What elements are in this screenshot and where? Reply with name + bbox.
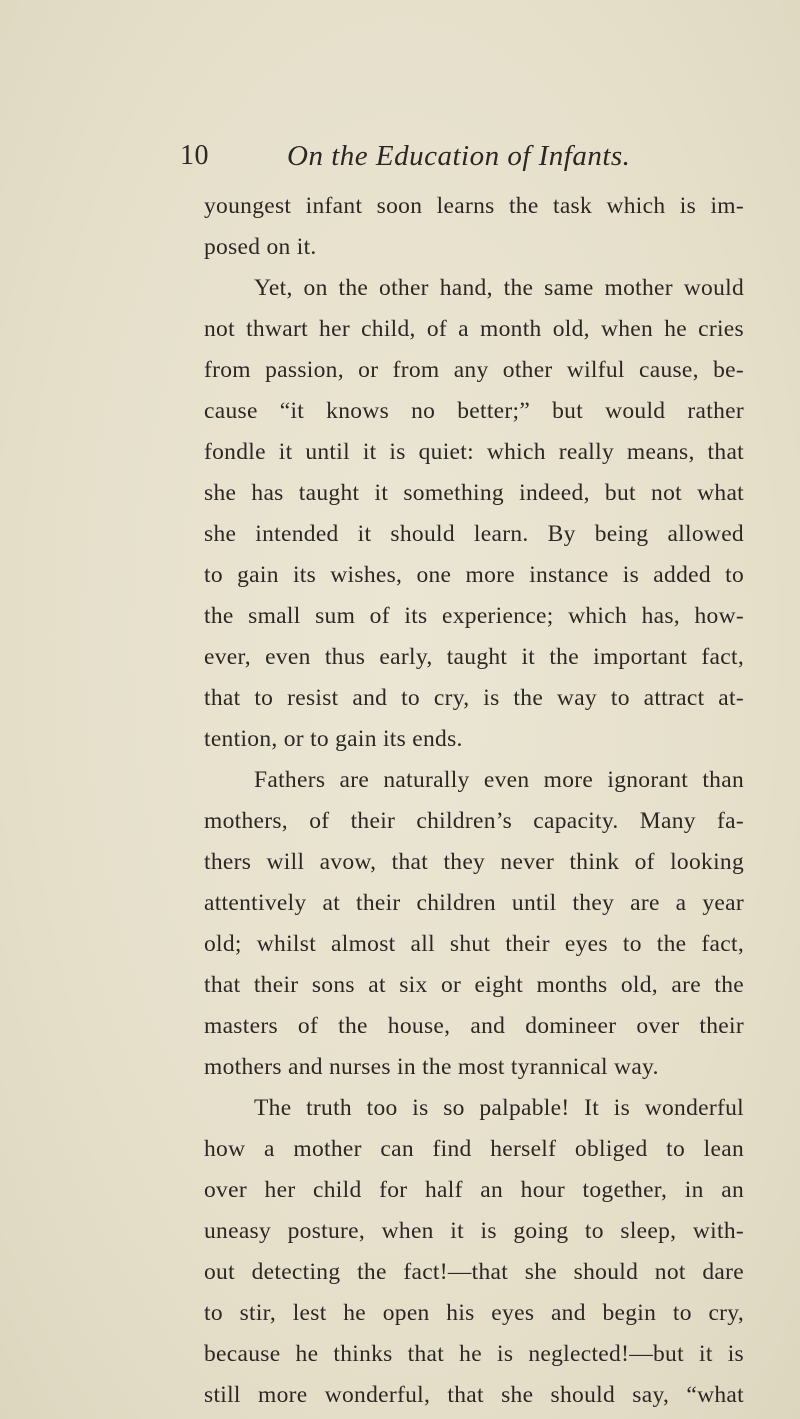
- text-line: tention, or to gain its ends.: [204, 726, 463, 752]
- text-line: she has taught it something indeed, but not what: [204, 480, 744, 506]
- page-header: [180, 136, 740, 180]
- text-line: ever, even thus early, taught it the important fact,: [204, 644, 744, 670]
- text-line: she intended it should learn. By being allowed: [204, 521, 744, 547]
- text-line: that their sons at six or eight months old, are the: [204, 972, 744, 998]
- text-line: that to resist and to cry, is the way to attract at-: [204, 685, 744, 711]
- text-line: how a mother can find herself obliged to lean: [204, 1136, 744, 1162]
- text-line: Fathers are naturally even more ignorant than: [254, 767, 744, 793]
- text-line: cause “it knows no better;” but would rather: [204, 398, 744, 424]
- body-text: [204, 186, 744, 1416]
- text-line: over her child for half an hour together, in an: [204, 1177, 744, 1203]
- text-line: still more wonderful, that she should say, “what: [204, 1382, 744, 1408]
- text-line: not thwart her child, of a month old, when he cries: [204, 316, 744, 342]
- text-line: to stir, lest he open his eyes and begin to cry,: [204, 1300, 744, 1326]
- text-line: mothers and nurses in the most tyrannical way.: [204, 1054, 659, 1080]
- text-line: to gain its wishes, one more instance is added to: [204, 562, 744, 588]
- text-line: youngest infant soon learns the task which is im-: [204, 193, 744, 219]
- text-line: uneasy posture, when it is going to sleep, with-: [204, 1218, 744, 1244]
- text-line: because he thinks that he is neglected!—but it is: [204, 1341, 744, 1367]
- text-line: old; whilst almost all shut their eyes to the fact,: [204, 931, 744, 957]
- text-line: The truth too is so palpable! It is wonderful: [254, 1095, 744, 1121]
- text-line: Yet, on the other hand, the same mother would: [254, 275, 744, 301]
- text-line: attentively at their children until they are a year: [204, 890, 744, 916]
- text-line: posed on it.: [204, 234, 317, 260]
- text-line: out detecting the fact!—that she should not dare: [204, 1259, 744, 1285]
- text-line: thers will avow, that they never think of looking: [204, 849, 744, 875]
- text-line: fondle it until it is quiet: which really means, that: [204, 439, 744, 465]
- page-number: 10: [180, 140, 209, 171]
- text-line: the small sum of its experience; which has, how-: [204, 603, 744, 629]
- text-line: masters of the house, and domineer over their: [204, 1013, 744, 1039]
- text-line: mothers, of their children’s capacity. Many fa-: [204, 808, 744, 834]
- text-line: from passion, or from any other wilful cause, be-: [204, 357, 744, 383]
- running-title: On the Education of Infants.: [287, 140, 631, 172]
